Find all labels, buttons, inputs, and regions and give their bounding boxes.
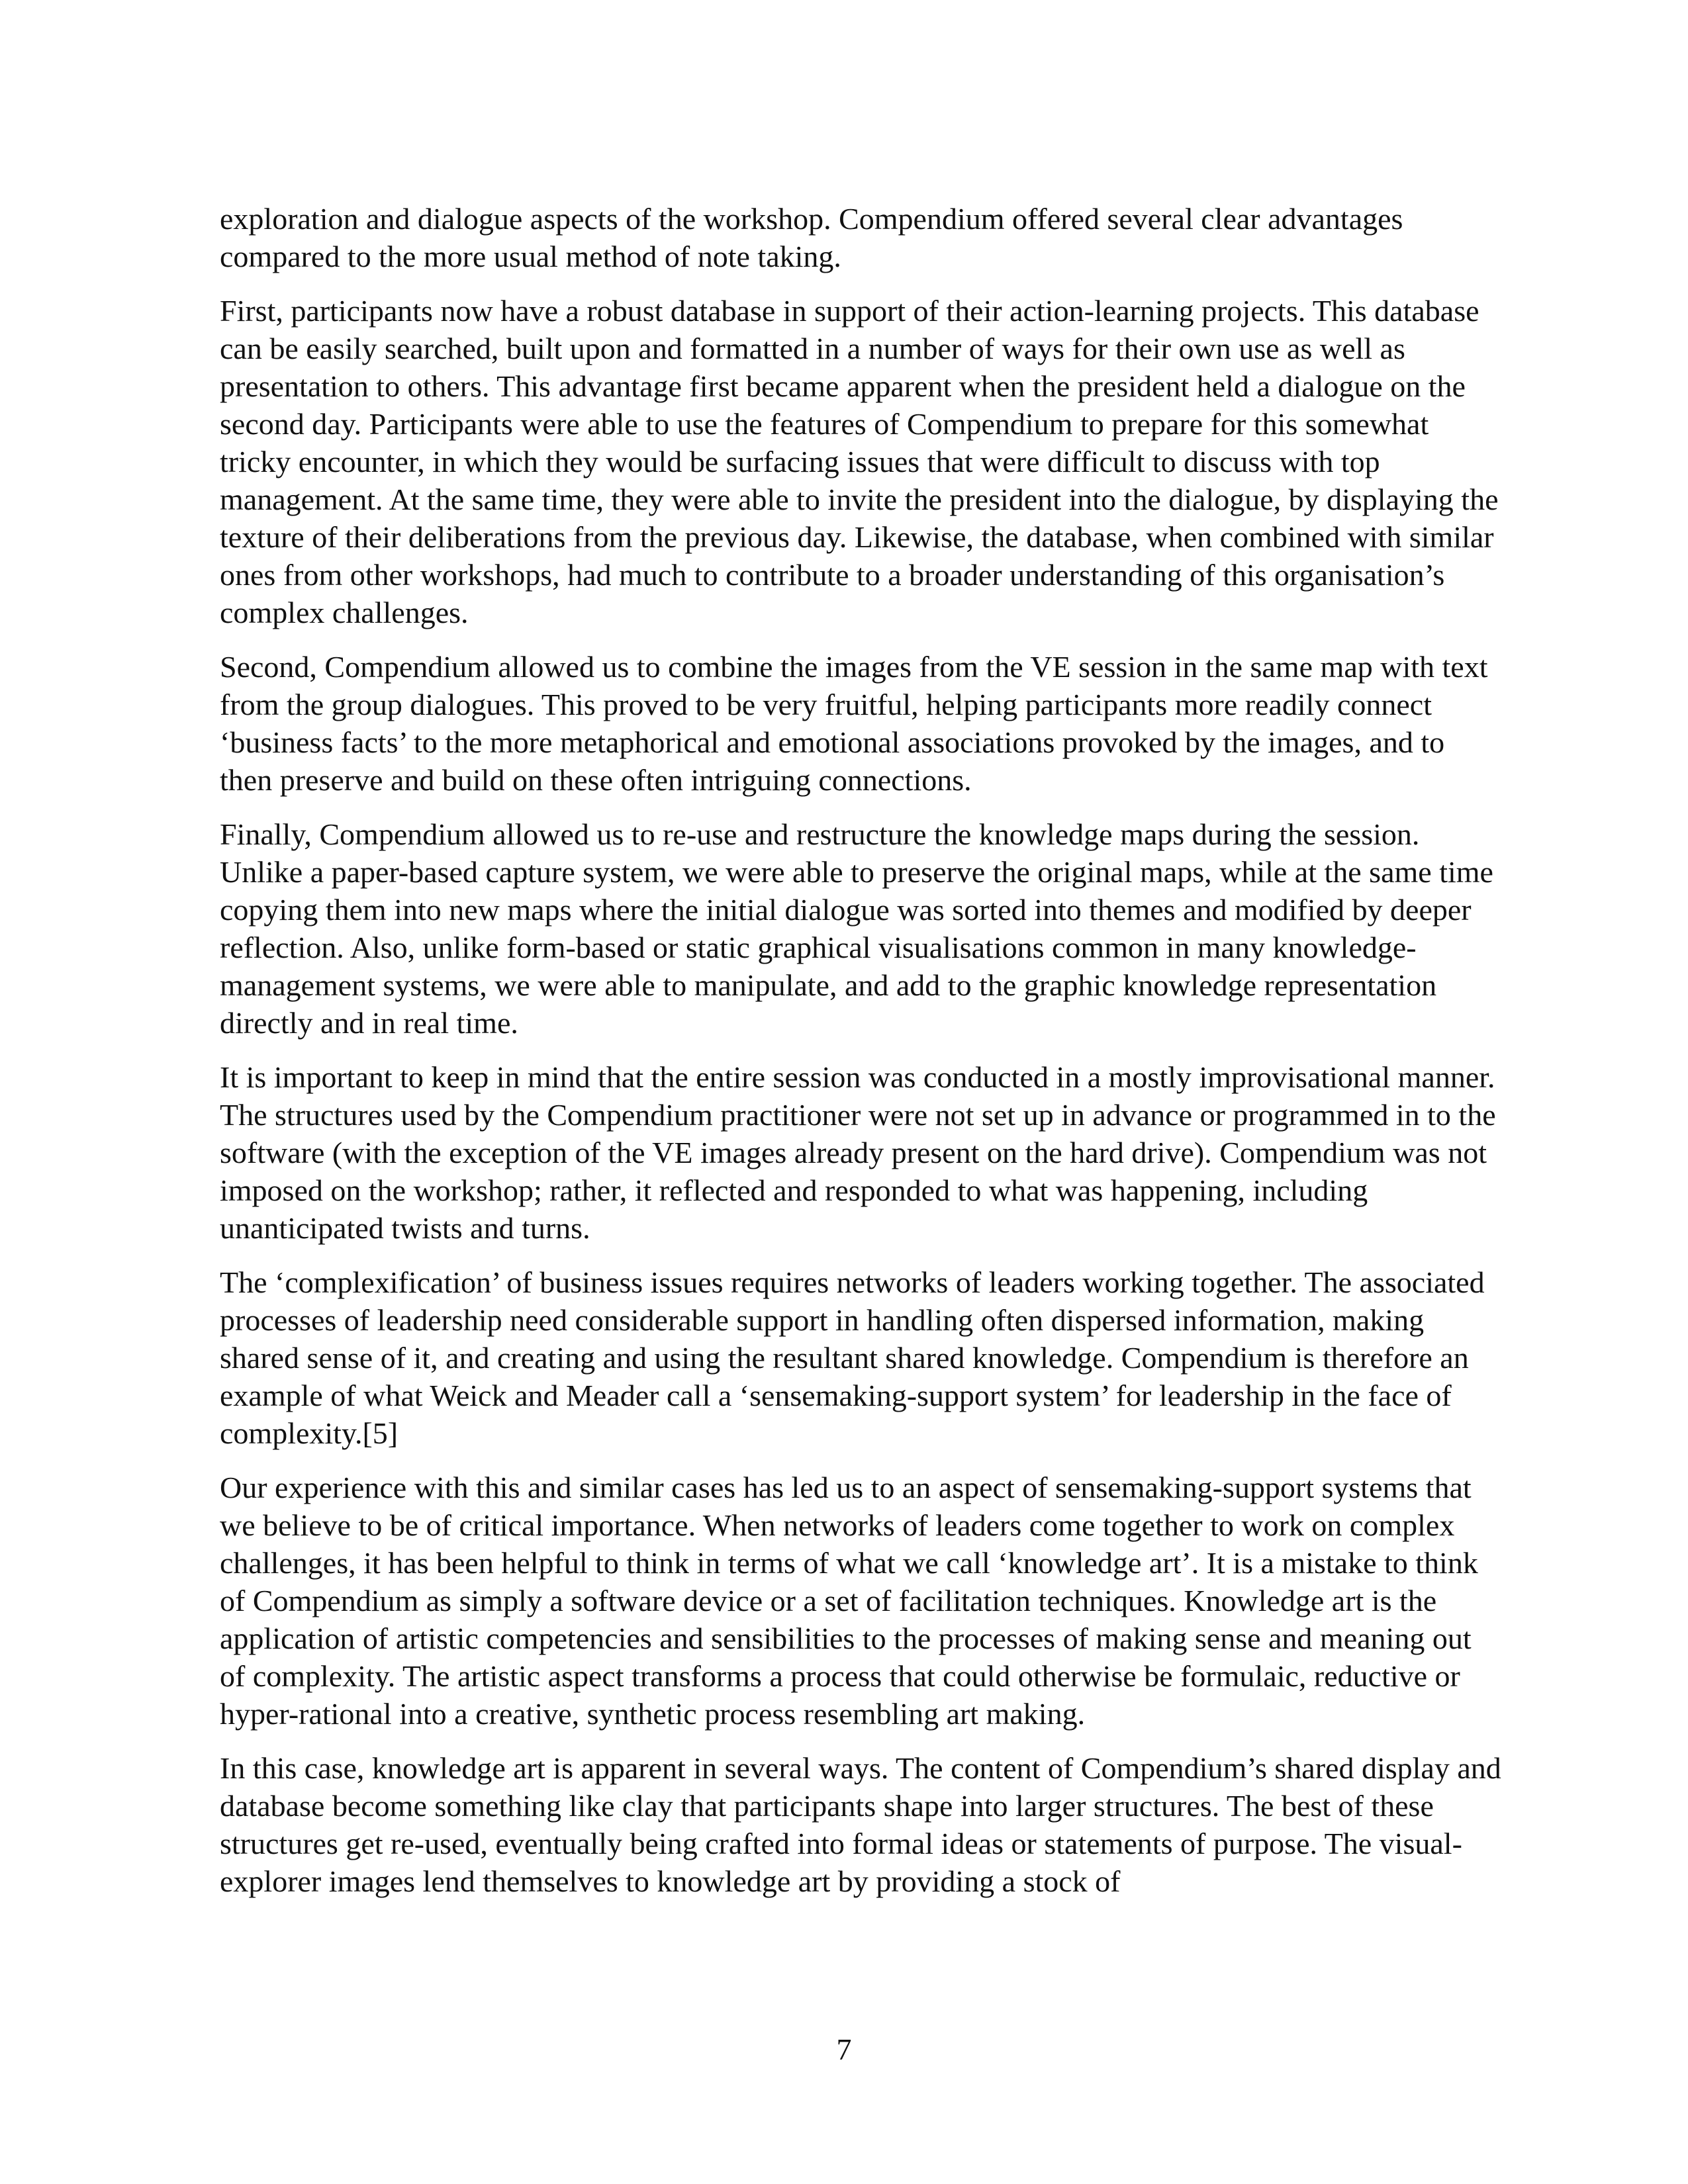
body-text	[220, 200, 1503, 1917]
paragraph-1: exploration and dialogue aspects of the workshop. Compendium offered several clear advantages compared to the more usual method of note taking.	[220, 202, 1403, 273]
page-number: 7	[836, 2032, 852, 2066]
paragraph-3: Second, Compendium allowed us to combine the images from the VE session in the same map with text from the group dialogues. This proved to be very fruitful, helping participants more readily connect ‘business facts’ to the more metaphorical and emotional associations provoked by the images, and to then preserve and build on these often intriguing connections.	[220, 650, 1488, 797]
paragraph-6: The ‘complexification’ of business issues requires networks of leaders working together. The associated processes of leadership need considerable support in handling often dispersed information, making shared sense of it, and creating and using the resultant shared knowledge. Compendium is therefore an example of what Weick and Meader call a ‘sensemaking-support system’ for leadership in the face of complexity.[5]	[220, 1265, 1485, 1450]
paragraph-4: Finally, Compendium allowed us to re-use and restructure the knowledge maps during the session. Unlike a paper-based capture system, we were able to preserve the original maps, while at the same time copying them into new maps where the initial dialogue was sorted into themes and modified by deeper reflection. Also, unlike form-based or static graphical visualisations common in many knowledge-management systems, we were able to manipulate, and add to the graphic knowledge representation directly and in real time.	[220, 817, 1493, 1040]
paragraph-2: First, participants now have a robust database in support of their action-learning projects. This database can be easily searched, built upon and formatted in a number of ways for their own use as well as presentation to others. This advantage first became apparent when the president held a dialogue on the second day. Participants were able to use the features of Compendium to prepare for this somewhat tricky encounter, in which they would be surfacing issues that were difficult to discuss with top management. At the same time, they were able to invite the president into the dialogue, by displaying the texture of their deliberations from the previous day. Likewise, the database, when combined with similar ones from other workshops, had much to contribute to a broader understanding of this organisation’s complex challenges.	[220, 294, 1499, 629]
paragraph-8: In this case, knowledge art is apparent in several ways. The content of Compendium’s shared display and database become something like clay that participants shape into larger structures. The best of these structures get re-used, eventually being crafted into formal ideas or statements of purpose. The visual-explorer images lend themselves to knowledge art by providing a stock of	[220, 1751, 1501, 1898]
paragraph-7: Our experience with this and similar cases has led us to an aspect of sensemaking-support systems that we believe to be of critical importance. When networks of leaders come together to work on complex challenges, it has been helpful to think in terms of what we call ‘knowledge art’. It is a mistake to think of Compendium as simply a software device or a set of facilitation techniques. Knowledge art is the application of artistic competencies and sensibilities to the processes of making sense and meaning out of complexity. The artistic aspect transforms a process that could otherwise be formulaic, reductive or hyper-rational into a creative, synthetic process resembling art making.	[220, 1471, 1478, 1731]
paragraph-5: It is important to keep in mind that the entire session was conducted in a mostly improvisational manner. The structures used by the Compendium practitioner were not set up in advance or programmed in to the software (with the exception of the VE images already present on the hard drive). Compendium was not imposed on the workshop; rather, it reflected and responded to what was happening, including unanticipated twists and turns.	[220, 1060, 1496, 1245]
